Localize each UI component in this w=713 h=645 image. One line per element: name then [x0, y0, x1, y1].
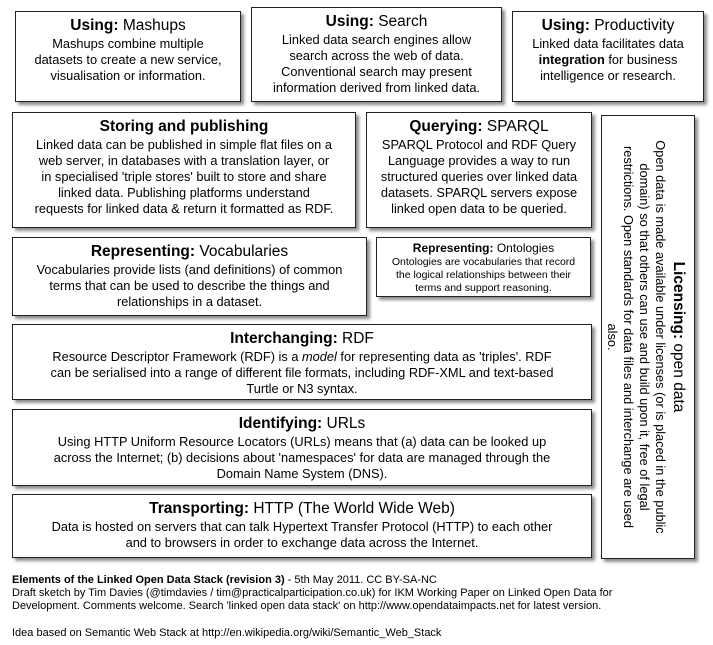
box-using-mashups — [15, 11, 241, 102]
box-identifying-urls — [12, 409, 592, 486]
box-body: SPARQL Protocol and RDF Query Language provides a way to run structured queries over linked data datasets. SPARQL servers expose linked open data to be queried. — [380, 137, 578, 216]
box-body: Linked data facilitates data integration for business intelligence or research. — [532, 36, 684, 83]
box-title: Licensing: open data — [670, 261, 687, 413]
box-interchanging-rdf — [12, 324, 592, 400]
box-title: Storing and publishing — [99, 118, 269, 135]
box-licensing-open-data — [601, 115, 695, 559]
box-title: Identifying: URLs — [238, 415, 366, 432]
box-title: Transporting: HTTP (The World Wide Web) — [149, 500, 455, 517]
box-body: Vocabularies provide lists (and definitions) of common terms that can be used to describe the things and relationships in a dataset. — [36, 262, 343, 309]
box-body: Using HTTP Uniform Resource Locators (URLs) means that (a) data can be looked up across the Internet; (b) decisions about 'namespaces' for data are managed through the Domain Name System (DNS). — [53, 434, 551, 481]
box-title: Representing: Vocabularies — [90, 243, 289, 260]
box-title: Querying: SPARQL — [409, 118, 549, 135]
footer-source-line: Idea based on Semantic Web Stack at http://en.wikipedia.org/wiki/Semantic_Web_Stack — [12, 627, 442, 639]
box-body: Linked data can be published in simple flat files on a web server, in databases with a translation layer, or in specialised 'triple stores' built to store and share linked data. Publishing platforms understand requests for linked data & return it formatted as RDF. — [34, 137, 334, 216]
box-title: Using: Search — [325, 13, 428, 30]
box-body: Open data is made available under licenses (or is placed in the public domain) so that others can use and build upon it, free of legal restrictions. Open standards for data files and interchange are used also. — [605, 140, 668, 534]
box-title: Using: Productivity — [541, 17, 675, 34]
box-representing-vocabularies — [12, 237, 367, 316]
footer-credit-line: Draft sketch by Tim Davies (@timdavies / tim@practicalparticipation.co.uk) for IKM Working Paper on Linked Open Data for — [12, 587, 613, 599]
box-body: Mashups combine multiple datasets to create a new service, visualisation or information. — [34, 36, 222, 83]
box-title: Using: Mashups — [70, 17, 186, 34]
box-using-search — [251, 7, 502, 102]
box-body: Linked data search engines allow search across the web of data. Conventional search may present information derived from linked data. — [273, 32, 480, 95]
box-transporting-http — [12, 494, 592, 558]
box-body: Ontologies are vocabularies that record the logical relationships between their terms and support reasoning. — [391, 256, 576, 294]
box-body: Data is hosted on servers that can talk Hypertext Transfer Protocol (HTTP) to each other and to browsers in order to exchange data across the Internet. — [51, 519, 553, 550]
box-body: Resource Descriptor Framework (RDF) is a model for representing data as 'triples'. RDF can be serialised into a range of different file formats, including RDF-XML and text-based Turtle or N3 syntax. — [50, 349, 554, 396]
box-title: Representing: Ontologies — [412, 241, 555, 255]
footer-credit-line-2: Development. Comments welcome. Search 'linked open data stack' on http://www.opendataimpacts.net for latest version. — [12, 600, 602, 612]
box-title: Interchanging: RDF — [230, 330, 374, 347]
box-representing-ontologies — [376, 237, 591, 297]
footer-title: Elements of the Linked Open Data Stack (revision 3) - 5th May 2011. CC BY-SA-NC — [12, 574, 437, 586]
box-querying-sparql — [366, 112, 592, 228]
box-using-productivity — [512, 11, 704, 102]
box-storing-publishing — [12, 112, 356, 228]
